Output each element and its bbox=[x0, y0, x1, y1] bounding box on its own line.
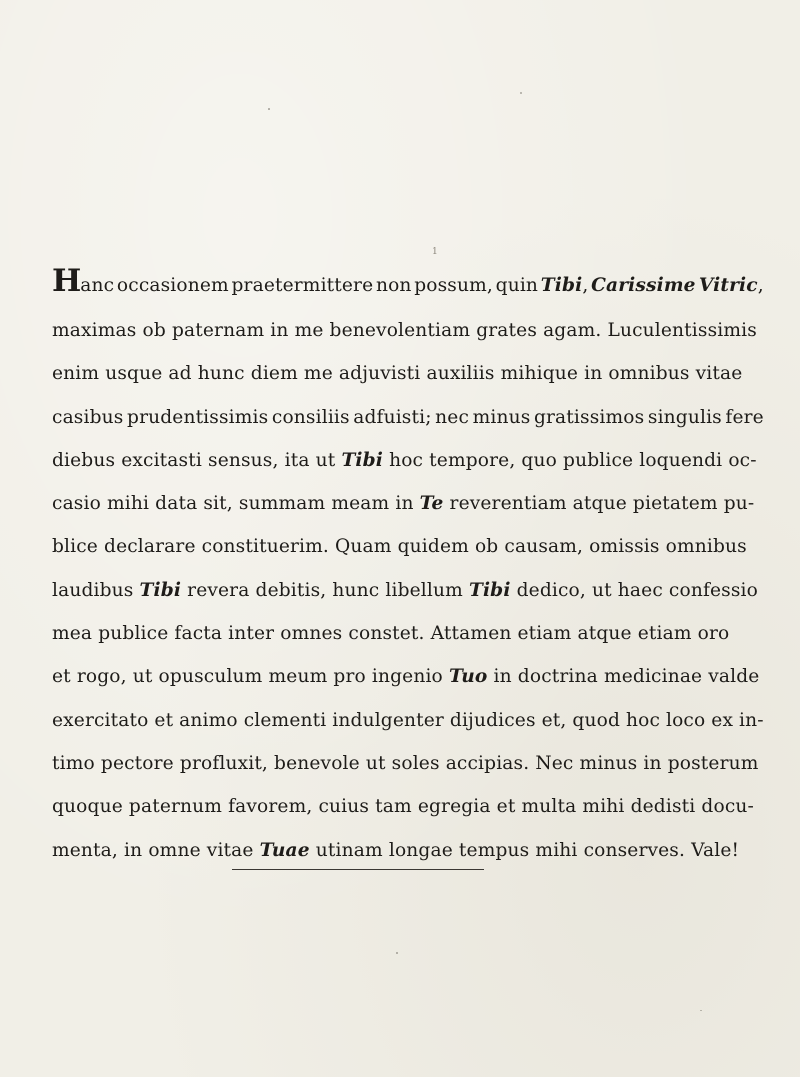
text-line bbox=[52, 489, 764, 532]
italic-emphasis: Tuae bbox=[259, 839, 310, 861]
text-run: anc occasionem praetermittere non possum, quin bbox=[80, 275, 541, 296]
text-run: diebus excitasti sensus, ita ut bbox=[52, 449, 342, 471]
text-run: menta, in omne vitae bbox=[52, 839, 260, 861]
text-run: , bbox=[757, 275, 764, 296]
text-run: , bbox=[582, 275, 592, 296]
text-run: revera debitis, hunc libellum bbox=[181, 579, 469, 601]
text-line bbox=[52, 446, 764, 489]
italic-emphasis: Tibi bbox=[468, 579, 511, 601]
drop-cap: H bbox=[52, 263, 81, 299]
text-run: reverentiam atque pietatem pu- bbox=[443, 493, 755, 515]
italic-emphasis: Tibi bbox=[341, 449, 384, 471]
text-line bbox=[52, 749, 764, 792]
paper-speck bbox=[396, 952, 398, 954]
text-run: utinam longae tempus mihi conserves. Vale! bbox=[309, 839, 740, 861]
italic-emphasis: Te bbox=[419, 493, 444, 515]
text-line bbox=[52, 263, 764, 316]
text-run: blice declarare constituerim. Quam quidem ob causam, omissis omnibus bbox=[52, 536, 747, 558]
text-line bbox=[52, 576, 764, 619]
text-line bbox=[52, 316, 764, 359]
closing-rule bbox=[232, 869, 484, 870]
text-run: hoc tempore, quo publice loquendi oc- bbox=[383, 449, 757, 471]
text-line bbox=[52, 403, 764, 446]
text-run: quoque paternum favorem, cuius tam egregia et multa mihi dedisti docu- bbox=[52, 796, 754, 818]
dedication-text bbox=[52, 263, 764, 879]
italic-emphasis: Tuo bbox=[448, 666, 488, 688]
text-run: mea publice facta inter omnes constet. Attamen etiam atque etiam oro bbox=[52, 623, 730, 645]
text-line bbox=[52, 662, 764, 705]
text-run: timo pectore profluxit, benevole ut soles accipias. Nec minus in posterum bbox=[52, 752, 759, 774]
text-run: maximas ob paternam in me benevolentiam grates agam. Luculentissimis bbox=[52, 320, 757, 341]
paper-speck bbox=[268, 108, 270, 110]
italic-emphasis: Tibi bbox=[540, 275, 583, 296]
text-line bbox=[52, 836, 764, 879]
text-line bbox=[52, 619, 764, 662]
text-run: et rogo, ut opusculum meum pro ingenio bbox=[52, 666, 449, 688]
text-run: exercitato et animo clementi indulgenter dijudices et, quod hoc loco ex in- bbox=[52, 709, 764, 731]
paper-speck bbox=[520, 92, 522, 94]
text-line bbox=[52, 532, 764, 575]
text-run: laudibus bbox=[52, 579, 140, 601]
page-number: 1 bbox=[432, 247, 438, 257]
text-run: casio mihi data sit, summam meam in bbox=[52, 493, 420, 515]
text-run: enim usque ad hunc diem me adjuvisti auxiliis mihique in omnibus vitae bbox=[52, 363, 743, 385]
text-run: casibus prudentissimis consiliis adfuisti; nec minus gratissimos singulis fere bbox=[52, 406, 764, 428]
text-line bbox=[52, 792, 764, 835]
text-run: dedico, ut haec confessio bbox=[510, 579, 758, 601]
text-line bbox=[52, 359, 764, 402]
text-run: in doctrina medicinae valde bbox=[487, 666, 760, 688]
text-line bbox=[52, 706, 764, 749]
paper-speck bbox=[700, 1010, 702, 1011]
italic-emphasis: Tibi bbox=[139, 579, 182, 601]
italic-emphasis: Carissime Vitric bbox=[591, 275, 758, 296]
